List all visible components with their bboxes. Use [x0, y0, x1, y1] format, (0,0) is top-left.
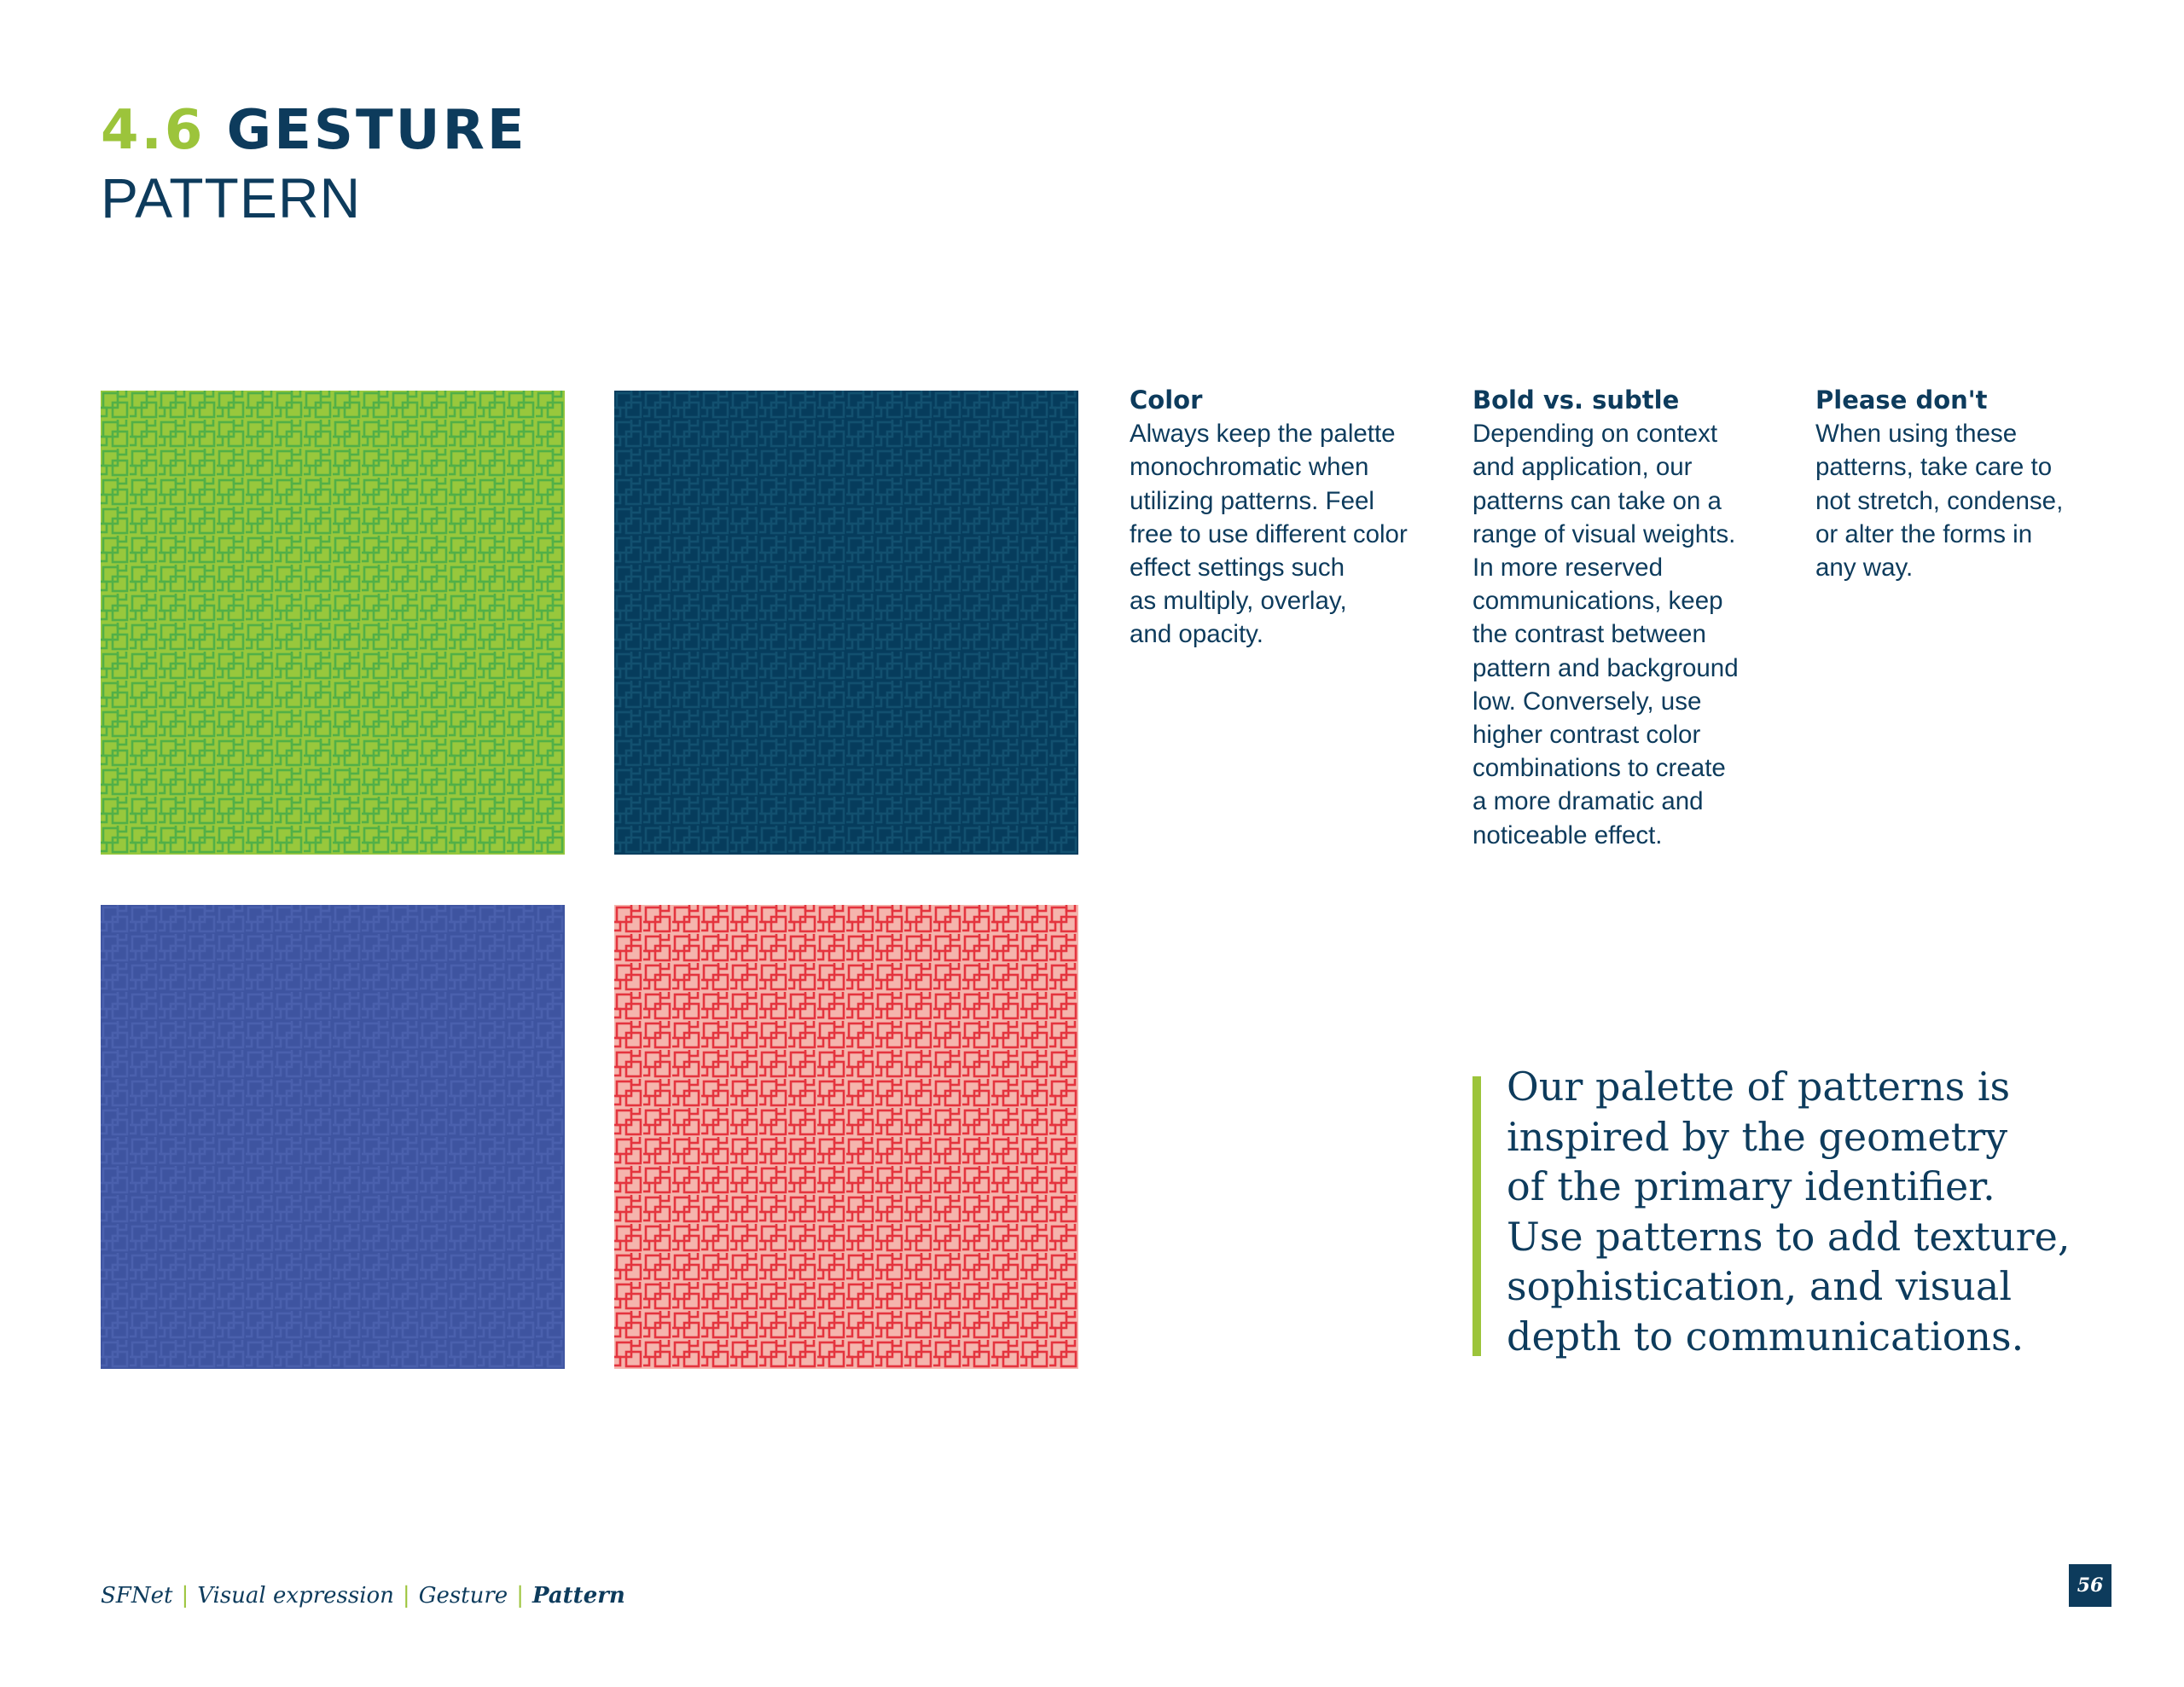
please-dont-guideline-title: Please don't [1815, 386, 1988, 415]
please-dont-guideline-body: When using these patterns, take care to not stretch, condense, or alter the forms in any way. [1815, 420, 2064, 583]
color-guideline-body: Always keep the palette monochromatic when utilizing patterns. Feel free to use different color effect settings such as multiply, overlay, and opacity. [1130, 420, 1408, 649]
please-dont-guideline [1815, 384, 2140, 584]
bold-subtle-guideline [1472, 384, 1797, 852]
footer-breadcrumb [101, 1583, 625, 1609]
bold-subtle-guideline-title: Bold vs. subtle [1472, 386, 1680, 415]
quote-accent-bar [1472, 1076, 1481, 1356]
breadcrumb-section: Visual expression [197, 1583, 394, 1609]
pattern-swatch-red [614, 905, 1078, 1369]
pattern-swatch-green [101, 391, 565, 855]
pattern-swatch-blue [101, 905, 565, 1369]
color-guideline-title: Color [1130, 386, 1203, 415]
breadcrumb-separator: | [402, 1583, 410, 1609]
breadcrumb-separator: | [181, 1583, 189, 1609]
color-guideline [1130, 384, 1454, 652]
breadcrumb-separator: | [516, 1583, 524, 1609]
section-number: 4.6 [101, 99, 206, 162]
heading-line [101, 96, 527, 165]
bold-subtle-guideline-body: Depending on context and application, our patterns can take on a range of visual weights. In more reserved communications, keep the contrast between pattern and background low. Conversely, use higher contrast color combinations to create a more dramatic and noticeable effect. [1472, 420, 1739, 849]
pull-quote: Our palette of patterns is inspired by the geometry of the primary identifier. Use patterns to add texture, sophistication, and visual depth to communications. [1507, 1064, 2071, 1359]
section-subtitle: PATTERN [101, 166, 362, 229]
breadcrumb-current: Pattern [531, 1583, 625, 1609]
page-number: 56 [2069, 1564, 2111, 1607]
pattern-swatch-navy [614, 391, 1078, 855]
breadcrumb-brand: SFNet [101, 1583, 173, 1609]
section-title: GESTURE [226, 99, 527, 162]
page-heading [101, 96, 527, 230]
breadcrumb-subsection: Gesture [418, 1583, 508, 1609]
